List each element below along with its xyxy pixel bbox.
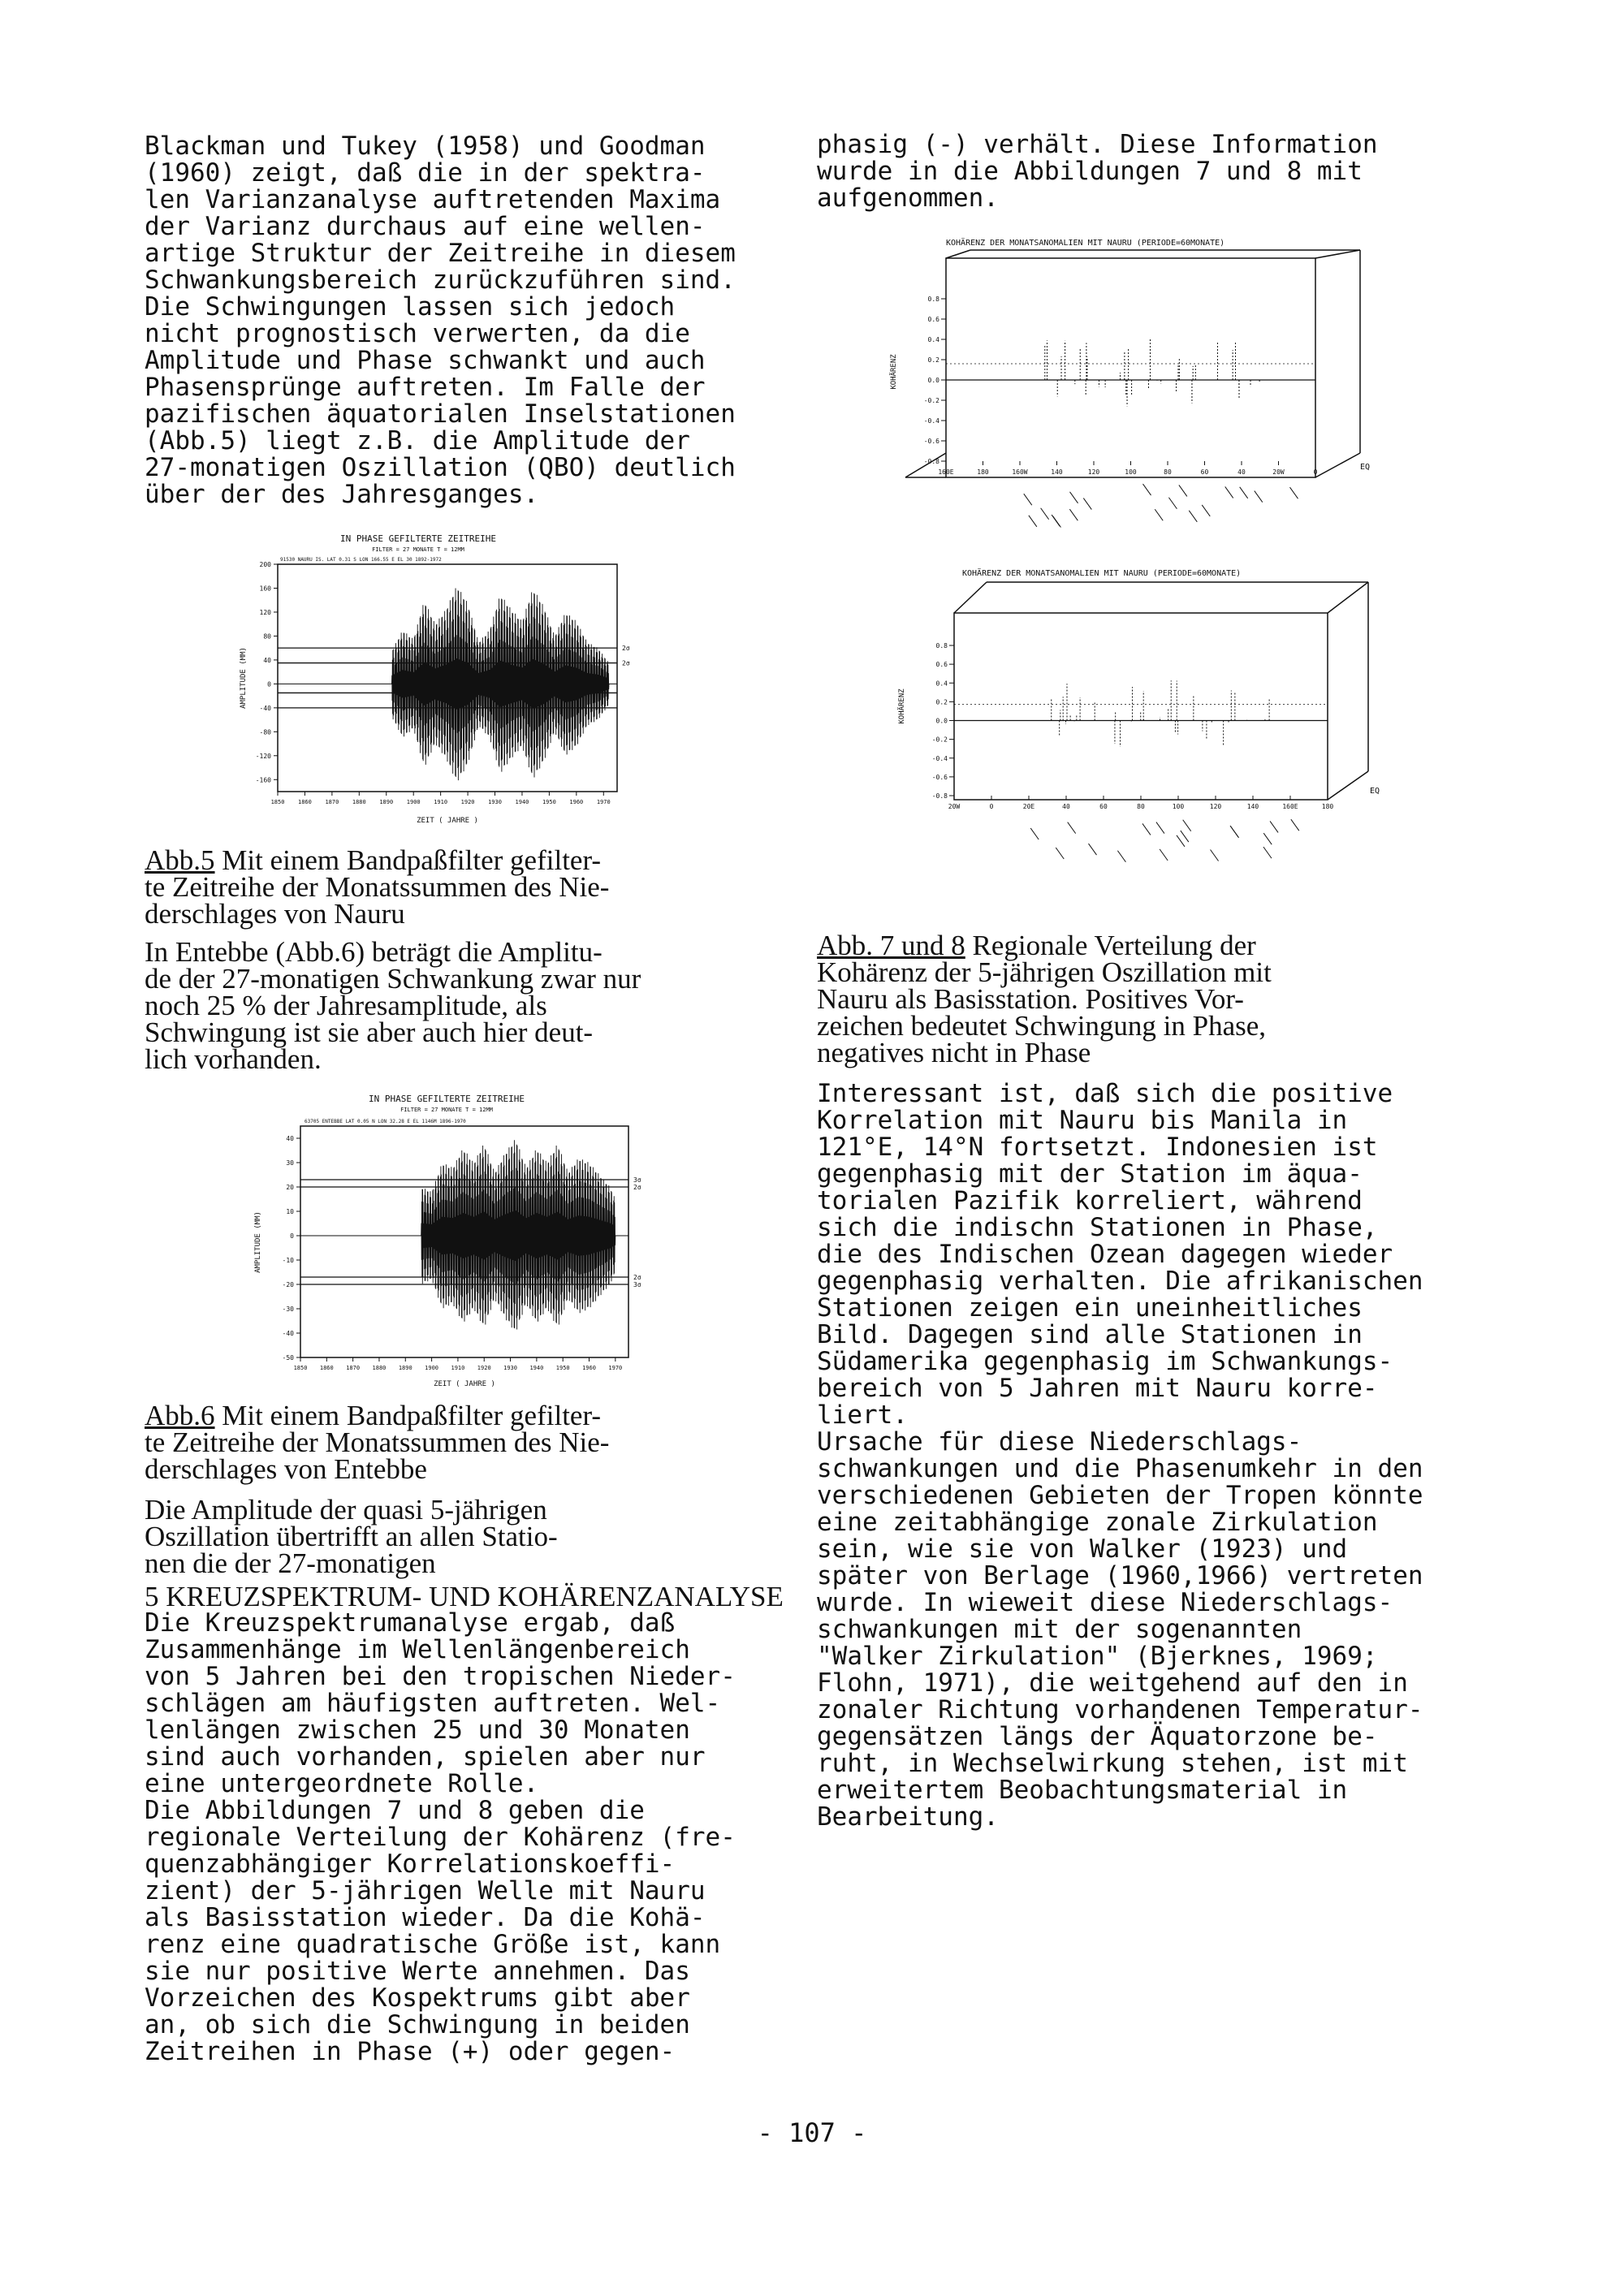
y-tick-label: -40 <box>282 1330 294 1337</box>
x-tick-label: 40 <box>1237 468 1246 476</box>
left-paragraph-2-block <box>145 936 794 1075</box>
figure-7-chart <box>889 234 1376 542</box>
y-tick-label: -0.8 <box>923 458 939 465</box>
x-tick-label: 60 <box>1200 468 1209 476</box>
y-tick-label: 0.2 <box>927 356 939 364</box>
section-heading-block <box>145 1583 794 1610</box>
fig8-title: KOHÄRENZ DER MONATSANOMALIEN MIT NAURU (PERIODE=60MONATE) <box>962 569 1242 578</box>
x-tick-label: 40 <box>1062 803 1070 810</box>
sigma-label: 2σ <box>622 645 630 653</box>
sigma-label: 2σ <box>633 1184 641 1191</box>
x-tick-label: 140 <box>1246 803 1259 810</box>
station-projection-mark <box>1240 487 1248 498</box>
x-tick-label: 1950 <box>555 1365 570 1371</box>
x-tick-label: 1860 <box>319 1365 334 1371</box>
fig5-subtitle: FILTER = 27 MONATE T = 12MM <box>372 546 464 553</box>
fig5-label: Abb.5 <box>145 844 215 876</box>
y-tick-label: 40 <box>263 656 271 664</box>
x-tick-label: 1900 <box>425 1365 439 1371</box>
station-projection-mark <box>1179 485 1187 496</box>
x-tick-label: 80 <box>1164 468 1172 476</box>
left-paragraph-3-block <box>145 1496 794 1577</box>
y-tick-label: 120 <box>259 608 271 616</box>
x-tick-label: 0 <box>1313 468 1318 476</box>
x-tick-label: 1850 <box>270 799 285 805</box>
x-tick-label: 20E <box>1022 803 1035 810</box>
y-tick-label: -0.6 <box>931 773 948 781</box>
station-projection-mark <box>1183 820 1191 831</box>
x-tick-label: 60 <box>1099 803 1108 810</box>
y-tick-label: 0.0 <box>927 377 939 384</box>
left-paragraph-2: In Entebbe (Abb.6) beträgt die Amplitu- de der 27-monatigen Schwankung zwar nur noch 25 % der Jahresamplitude, als Schwingung ist sie aber auch hier deut- lich vorhanden. <box>145 936 641 1075</box>
station-projection-mark <box>1255 491 1263 503</box>
fig6-xlabel: ZEIT ( JAHRE ) <box>434 1380 495 1388</box>
fig78-caption-block <box>817 932 1483 1066</box>
x-tick-label: 1910 <box>434 799 448 805</box>
fig7-corner-label: EQ <box>1360 463 1371 472</box>
x-tick-label: 0 <box>989 803 994 810</box>
x-tick-label: 180 <box>1321 803 1334 810</box>
y-tick-label: -30 <box>282 1306 294 1313</box>
station-projection-mark <box>1270 821 1278 832</box>
x-tick-label: 1940 <box>515 799 529 805</box>
station-projection-mark <box>1083 498 1091 510</box>
station-projection-mark <box>1290 487 1298 498</box>
fig5-ylabel: AMPLITUDE (MM) <box>240 647 248 709</box>
y-tick-label: 10 <box>286 1208 294 1215</box>
station-projection-mark <box>1263 833 1272 844</box>
station-projection-mark <box>1189 511 1197 522</box>
station-projection-mark <box>1069 509 1078 520</box>
y-tick-label: 0.0 <box>935 717 948 725</box>
right-paragraph-2-block <box>817 1081 1483 1831</box>
y-tick-label: -80 <box>259 728 271 736</box>
right-paragraph-1-block <box>817 132 1483 212</box>
fig6-header: 63705 ENTEBBE LAT 0.05 N LON 32.28 E EL 1146M 1896-1970 <box>304 1119 466 1124</box>
y-tick-label: 0.6 <box>927 316 939 323</box>
x-tick-label: 20W <box>1272 468 1285 476</box>
filtered-series-line <box>421 1140 615 1329</box>
figure-8-chart <box>889 564 1384 905</box>
y-tick-label: 160 <box>259 585 271 593</box>
y-tick-label: -20 <box>282 1281 294 1288</box>
x-tick-label: 20W <box>948 803 961 810</box>
y-tick-label: -160 <box>255 776 271 784</box>
station-projection-mark <box>1029 516 1037 527</box>
right-paragraph-2: Interessant ist, daß sich die positive Korrelation mit Nauru bis Manila in 121°E, 14°N fortsetzt. Indonesien ist gegenphasig mit der Station im äqua- torialen Pazifik korreliert, während sich die indischn Stationen in Phase, die des Indischen Ozean dagegen wieder gegenphasig verhalten. Die afrikanischen Stationen zeigen ein uneinheitliches Bild. Dagegen sind alle Stationen in Südamerika gegenphasig im Schwankungs- bereich von 5 Jahren mit Nauru korre- liert. Ursache für diese Niederschlags- schwankungen und die Phasenumkehr in den verschiedenen Gebieten der Tropen könnte eine zeitabhängige zonale Zirkulation sein, wie sie von Walker (1923) und später von Berlage (1960,1966) vertreten wurde. In wieweit diese Niederschlags- schwankungen mit der sogenannten "Walker Zirkulation" (Bjerknes, 1969; Flohn, 1971), die weitgehend auf den in zonaler Richtung vorhandenen Temperatur- gegensätzen längs der Äquatorzone be- ruht, in Wechselwirkung stehen, ist mit erweitertem Beobachtungsmaterial in Bearbeitung. <box>817 1079 1423 1832</box>
x-tick-label: 120 <box>1087 468 1100 476</box>
x-tick-label: 160W <box>1012 468 1028 476</box>
x-tick-label: 1890 <box>379 799 394 805</box>
fig5-header: 91530 NAURU IS. LAT 0.31 S LON 166.55 E EL 30 1892-1972 <box>280 557 442 563</box>
fig8-ylabel: KOHÄRENZ <box>898 688 906 724</box>
station-projection-mark <box>1160 849 1168 861</box>
x-tick-label: 160E <box>938 468 954 476</box>
y-tick-label: -0.8 <box>931 792 948 800</box>
station-projection-mark <box>1024 494 1032 505</box>
x-tick-label: 120 <box>1209 803 1222 810</box>
fig78-caption: Regionale Verteilung der Kohärenz der 5-jährigen Oszillation mit Nauru als Basisstation. Positives Vor- zeichen bedeutet Schwingung in Phase, negatives nicht in Phase <box>817 930 1272 1068</box>
x-tick-label: 1900 <box>406 799 421 805</box>
y-tick-label: 0.4 <box>927 336 939 343</box>
left-paragraph-4: Die Kreuzspektrumanalyse ergab, daß Zusammenhänge im Wellenlängenbereich von 5 Jahren bei den tropischen Nieder- schlägen am häufigsten auftreten. Wel- lenlängen zwischen 25 und 30 Monaten sind auch vorhanden, spielen aber nur eine untergeordnete Rolle. Die Abbildungen 7 und 8 geben die regionale Verteilung der Kohärenz (fre- quenzabhängiger Korrelationskoeffi- zient) der 5-jährigen Welle mit Nauru als Basisstation wieder. Da die Kohä- renz eine quadratische Größe ist, kann sie nur positive Werte annehmen. Das Vorzeichen des Kospektrums gibt aber an, ob sich die Schwingung in beiden Zeitreihen in Phase (+) oder gegen- <box>145 1608 736 2066</box>
x-tick-label: 1880 <box>372 1365 387 1371</box>
fig6-title: IN PHASE GEFILTERTE ZEITREIHE <box>368 1094 525 1104</box>
x-tick-label: 1930 <box>488 799 502 805</box>
station-projection-mark <box>1117 851 1125 862</box>
fig6-caption-block <box>145 1400 794 1485</box>
sigma-label: 2σ <box>633 1274 641 1281</box>
station-projection-mark <box>1181 831 1189 842</box>
x-tick-label: 100 <box>1172 803 1185 810</box>
fig78-label: Abb. 7 und 8 <box>817 930 965 961</box>
station-projection-mark <box>1211 850 1219 861</box>
left-paragraph-3: Die Amplitude der quasi 5-jährigen Oszillation übertrifft an allen Statio- nen die der 27-monatigen <box>145 1494 558 1579</box>
x-tick-label: 1890 <box>398 1365 412 1371</box>
x-tick-label: 80 <box>1137 803 1145 810</box>
station-projection-mark <box>1089 844 1097 855</box>
x-tick-label: 100 <box>1125 468 1137 476</box>
y-tick-label: 0.2 <box>935 698 948 706</box>
y-tick-label: -0.4 <box>923 417 939 425</box>
y-tick-label: -40 <box>259 704 271 712</box>
x-tick-label: 1970 <box>596 799 611 805</box>
y-tick-label: 20 <box>286 1184 294 1191</box>
x-tick-label: 1960 <box>582 1365 596 1371</box>
fig6-subtitle: FILTER = 27 MONATE T = 12MM <box>400 1107 493 1113</box>
section-heading: 5 KREUZSPEKTRUM- UND KOHÄRENZANALYSE <box>145 1581 784 1612</box>
x-tick-label: 140 <box>1051 468 1063 476</box>
x-tick-label: 180 <box>977 468 989 476</box>
station-projection-mark <box>1030 828 1039 839</box>
station-projection-mark <box>1263 847 1272 858</box>
figure-6-chart <box>235 1092 658 1392</box>
y-tick-label: 0.4 <box>935 680 948 688</box>
sigma-label: 3σ <box>633 1281 641 1288</box>
y-tick-label: 0 <box>267 680 271 688</box>
x-tick-label: 1920 <box>477 1365 491 1371</box>
x-tick-label: 1870 <box>346 1365 361 1371</box>
y-tick-label: 0.8 <box>935 642 948 650</box>
page-number: - 107 - <box>757 2117 867 2148</box>
station-projection-mark <box>1052 515 1060 526</box>
y-tick-label: 0 <box>290 1232 294 1240</box>
fig5-title: IN PHASE GEFILTERTE ZEITREIHE <box>339 533 497 544</box>
station-projection-mark <box>1155 509 1163 520</box>
station-projection-mark <box>1225 486 1233 498</box>
fig5-caption-block <box>145 844 794 930</box>
right-paragraph-1: phasig (-) verhält. Diese Information wurde in die Abbildungen 7 und 8 mit aufgenommen. <box>817 130 1378 213</box>
fig7-title: KOHÄRENZ DER MONATSANOMALIEN MIT NAURU (PERIODE=60MONATE) <box>946 239 1225 248</box>
fig6-ylabel: AMPLITUDE (MM) <box>254 1211 262 1273</box>
y-tick-label: 80 <box>263 632 271 641</box>
sigma-label: 2σ <box>622 659 630 667</box>
x-tick-label: 1950 <box>542 799 556 805</box>
x-tick-label: 1850 <box>293 1365 308 1371</box>
y-tick-label: -0.4 <box>931 754 948 762</box>
y-tick-label: 40 <box>286 1135 294 1142</box>
filtered-series-line <box>391 588 609 780</box>
station-projection-mark <box>1291 819 1299 831</box>
fig5-caption: Mit einem Bandpaßfilter gefilter- te Zeitreihe der Monatssummen des Nie- derschlages von Nauru <box>145 844 610 930</box>
fig8-box <box>954 582 1368 800</box>
x-tick-label: 1930 <box>503 1365 517 1371</box>
x-tick-label: 1960 <box>569 799 584 805</box>
x-tick-label: 1920 <box>460 799 475 805</box>
station-projection-mark <box>1168 498 1177 509</box>
x-tick-label: 1880 <box>352 799 366 805</box>
x-tick-label: 1870 <box>325 799 339 805</box>
station-projection-mark <box>1056 848 1064 859</box>
station-projection-mark <box>1202 505 1210 516</box>
y-tick-label: 0.8 <box>927 296 939 303</box>
y-tick-label: 0.6 <box>935 661 948 669</box>
y-tick-label: -0.2 <box>923 397 939 404</box>
y-tick-label: 30 <box>286 1159 294 1167</box>
x-tick-label: 1970 <box>608 1365 623 1371</box>
y-tick-label: 200 <box>259 561 271 568</box>
station-projection-mark <box>1142 823 1151 835</box>
y-tick-label: -10 <box>282 1257 294 1264</box>
fig8-corner-label: EQ <box>1370 787 1380 796</box>
x-tick-label: 1860 <box>298 799 312 805</box>
station-projection-mark <box>1068 822 1076 834</box>
x-tick-label: 1910 <box>451 1365 465 1371</box>
y-tick-label: -0.6 <box>923 438 939 445</box>
station-projection-mark <box>1070 492 1078 503</box>
y-tick-label: -120 <box>255 752 271 760</box>
figure-5-chart <box>235 532 658 832</box>
y-tick-label: -0.2 <box>931 736 948 744</box>
station-projection-mark <box>1177 835 1185 847</box>
fig6-caption: Mit einem Bandpaßfilter gefilter- te Zeitreihe der Monatssummen des Nie- derschlages von Entebbe <box>145 1400 610 1485</box>
fig6-label: Abb.6 <box>145 1400 215 1431</box>
station-projection-mark <box>1156 822 1164 834</box>
x-tick-label: 1940 <box>529 1365 544 1371</box>
left-paragraph-4-block <box>145 1610 794 2065</box>
fig7-ylabel: KOHÄRENZ <box>890 354 898 390</box>
station-projection-mark <box>1041 508 1049 520</box>
left-paragraph-1: Blackman und Tukey (1958) und Goodman (1960) zeigt, daß die in der spektra- len Varianzanalyse auftretenden Maxima der Varianz durchaus auf eine wellen- artige Struktur der Zeitreihe in diesem Schwankungsbereich zurückzuführen sind. Die Schwingungen lassen sich jedoch nicht prognostisch verwerten, da die Amplitude und Phase schwankt und auch Phasensprünge auftreten. Im Falle der pazifischen äquatorialen Inselstationen (Abb.5) liegt z.B. die Amplitude der 27-monatigen Oszillation (QBO) deutlich über der des Jahresganges. <box>145 132 736 509</box>
x-tick-label: 160E <box>1282 803 1298 810</box>
station-projection-mark <box>1230 826 1238 837</box>
fig5-xlabel: ZEIT ( JAHRE ) <box>417 817 478 825</box>
y-tick-label: -50 <box>282 1354 294 1362</box>
sigma-label: 3σ <box>633 1176 641 1184</box>
left-column <box>145 133 794 508</box>
station-projection-mark <box>1143 484 1151 495</box>
